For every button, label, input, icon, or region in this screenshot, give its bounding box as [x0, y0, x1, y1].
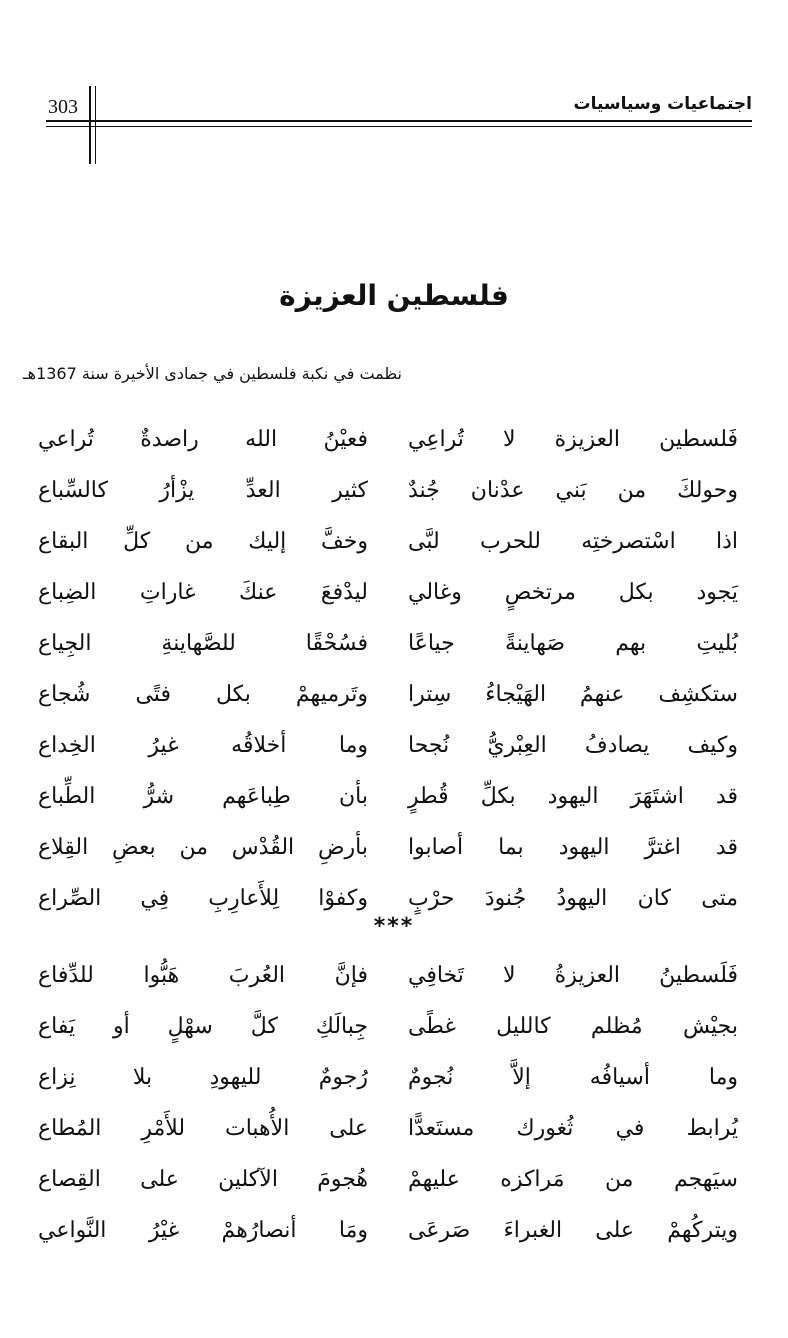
verse — [0, 1107, 788, 1158]
header-rule-thin — [46, 126, 752, 127]
verse — [0, 1209, 788, 1260]
verse-second-hemistich: كثير العدِّ يزْأرُ كالسِّباع — [38, 478, 368, 503]
header-vertical-rule — [95, 86, 96, 164]
verse-first-hemistich: قد اغترَّ اليهود بما أصابوا — [408, 835, 738, 860]
verse-first-hemistich: اذا اسْتصرختِه للحرب لبَّى — [408, 529, 738, 554]
verse-second-hemistich: وما أخلاقُه غيرُ الخِداع — [38, 733, 368, 758]
verse-first-hemistich: وحولكَ من بَني عدْنان جُندٌ — [408, 478, 738, 503]
verse-second-hemistich: جِبالَكِ كلَّ سهْلٍ أو يَفاع — [38, 1014, 368, 1039]
verse-first-hemistich: فَلَسطينُ العزيزةُ لا تَخافِي — [408, 963, 738, 988]
verse — [0, 673, 788, 724]
composition-note: نظمت في نكبة فلسطين في جمادى الأخيرة سنة 1367هـ — [22, 364, 402, 383]
verse — [0, 622, 788, 673]
verse — [0, 826, 788, 877]
verse-first-hemistich: وكيف يصادفُ العِبْريُّ نُجحا — [408, 733, 738, 758]
verse — [0, 724, 788, 775]
verse-second-hemistich: بأرضِ القُدْس من بعضِ القِلاع — [38, 835, 368, 860]
verse — [0, 1056, 788, 1107]
verse-first-hemistich: ويتركُهمْ على الغبراءَ صَرعَى — [408, 1218, 738, 1243]
verse-second-hemistich: بأن طِباعَهم شرُّ الطِّباع — [38, 784, 368, 809]
verse-second-hemistich: فعيْنُ الله راصدةٌ تُراعي — [38, 427, 368, 452]
verse-second-hemistich: فإنَّ العُربَ هَبُّوا للدِّفاع — [38, 963, 368, 988]
verse-first-hemistich: بُليتِ بهم صَهاينةً جياعًا — [408, 631, 738, 656]
verse-second-hemistich: هُجومَ الآكلين على القِصاع — [38, 1167, 368, 1192]
header-vertical-rule — [89, 86, 91, 164]
stanza-1 — [0, 418, 788, 928]
stanza-2 — [0, 954, 788, 1260]
verse — [0, 775, 788, 826]
verse-second-hemistich: على الأُهبات للأَمْرِ المُطاع — [38, 1116, 368, 1141]
verse-first-hemistich: قد اشتَهَرَ اليهود بكلِّ قُطرٍ — [408, 784, 738, 809]
verse-first-hemistich: يَجود بكل مرتخصٍ وغالي — [408, 580, 738, 605]
verse-second-hemistich: وكفوْا لِلأَعارِبِ فِي الصِّراع — [38, 886, 368, 911]
verse-first-hemistich: سيَهجم من مَراكزه عليهمْ — [408, 1167, 738, 1192]
running-head: اجتماعيات وسياسيات — [573, 94, 752, 114]
verse — [0, 571, 788, 622]
verse-first-hemistich: ستكشِف عنهمُ الهَيْجاءُ سِترا — [408, 682, 738, 707]
verse-second-hemistich: وخفَّ إليك من كلِّ البقاع — [38, 529, 368, 554]
stanza-separator: *** — [373, 914, 415, 939]
verse — [0, 954, 788, 1005]
verse — [0, 1005, 788, 1056]
verse-first-hemistich: متى كان اليهودُ جُنودَ حرْبٍ — [408, 886, 738, 911]
verse-first-hemistich: فَلسطين العزيزة لا تُراعِي — [408, 427, 738, 452]
verse-first-hemistich: وما أسيافُه إلاَّ نُجومٌ — [408, 1065, 738, 1090]
page-number: 303 — [48, 96, 78, 118]
verse — [0, 1158, 788, 1209]
verse-first-hemistich: بجيْش مُظلم كالليل غطًى — [408, 1014, 738, 1039]
verse-second-hemistich: ليدْفعَ عنكَ غاراتِ الضِباع — [38, 580, 368, 605]
verse-second-hemistich: وتَرميهمْ بكل فتًى شُجاع — [38, 682, 368, 707]
verse-second-hemistich: فسُحْقًا للصَّهاينةِ الجِياع — [38, 631, 368, 656]
verse-second-hemistich: ومَا أنصارُهمْ غيْرُ النَّواعي — [38, 1218, 368, 1243]
verse — [0, 469, 788, 520]
verse-first-hemistich: يُرابط في ثُغورك مستَعدًّا — [408, 1116, 738, 1141]
verse — [0, 418, 788, 469]
poem-title: فلسطين العزيزة — [279, 279, 509, 312]
verse — [0, 520, 788, 571]
header-rule-thick — [46, 120, 752, 122]
verse-second-hemistich: رُجومٌ لليهودِ بلا نِزاع — [38, 1065, 368, 1090]
